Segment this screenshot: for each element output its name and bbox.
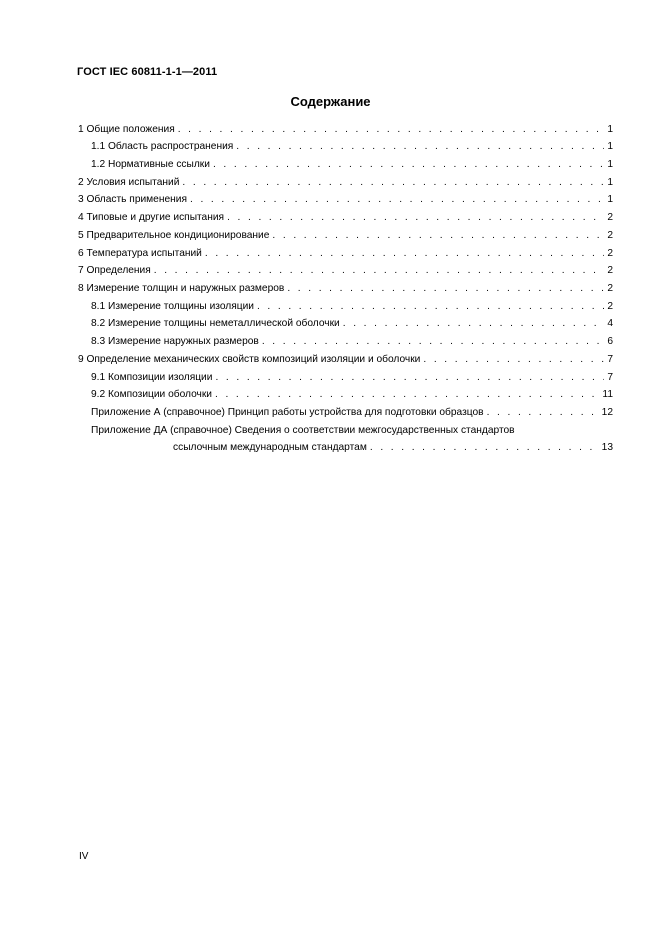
- toc-entry-page: 4: [607, 318, 613, 329]
- toc-leader: [370, 442, 599, 454]
- toc-entry-label: 7 Определения: [78, 265, 151, 276]
- page-title: Содержание: [290, 94, 371, 109]
- toc-entry-page: 12: [601, 407, 613, 418]
- toc-entry-page: 11: [602, 389, 613, 400]
- toc-entry-1-2[interactable]: [91, 159, 613, 172]
- toc-entry-6[interactable]: [78, 248, 613, 261]
- toc-entry-appendix-da-title[interactable]: Приложение ДА (справочное) Сведения о соответствии межгосударственных стандартов: [91, 425, 515, 436]
- page-number: IV: [79, 851, 89, 862]
- toc-leader: [215, 389, 599, 401]
- toc-leader: [262, 336, 604, 348]
- toc-entry-label: 9.2 Композиции оболочки: [91, 389, 212, 400]
- toc-entry-page: 1: [607, 141, 613, 152]
- toc-leader: [215, 372, 604, 384]
- toc-entry-appendix-a[interactable]: [91, 407, 613, 420]
- toc-leader: [236, 141, 604, 153]
- toc-entry-label: 9.1 Композиции изоляции: [91, 372, 213, 383]
- toc-entry-label: 4 Типовые и другие испытания: [78, 212, 225, 223]
- toc-entry-9-1[interactable]: [91, 372, 613, 385]
- toc-entry-page: 2: [607, 301, 613, 312]
- toc-entry-page: 13: [601, 442, 613, 453]
- toc-entry-label: 8.2 Измерение толщины неметаллической оболочки: [91, 318, 340, 329]
- toc-entry-label: Приложение А (справочное) Принцип работы устройства для подготовки образцов: [91, 407, 484, 418]
- toc-entry-3[interactable]: [78, 194, 613, 207]
- toc-entry-label: 9 Определение механических свойств композиций изоляции и оболочки: [78, 354, 421, 365]
- toc-entry-label: 3 Область применения: [78, 194, 187, 205]
- toc-entry-9[interactable]: [78, 354, 613, 367]
- toc-entry-label: 1 Общие положения: [78, 124, 175, 135]
- toc-entry-label: 1.2 Нормативные ссылки: [91, 159, 210, 170]
- toc-entry-8-1[interactable]: [91, 301, 613, 314]
- toc-leader: [257, 301, 604, 313]
- toc-entry-8-3[interactable]: [91, 336, 613, 349]
- toc-entry-label: ссылочным международным стандартам: [173, 442, 367, 453]
- toc-entry-page: 6: [607, 336, 613, 347]
- toc-leader: [423, 354, 604, 366]
- toc-leader: [205, 248, 604, 260]
- toc-entry-page: 7: [607, 354, 613, 365]
- toc-leader: [178, 124, 605, 136]
- toc-entry-label: 5 Предварительное кондиционирование: [78, 230, 270, 241]
- toc-leader: [154, 265, 605, 277]
- toc-entry-page: 2: [607, 265, 613, 276]
- toc-entry-label: 8 Измерение толщин и наружных размеров: [78, 283, 285, 294]
- toc-entry-7[interactable]: [78, 265, 613, 278]
- toc-leader: [272, 230, 604, 242]
- toc-entry-appendix-da[interactable]: [173, 442, 613, 455]
- toc-entry-label: 1.1 Область распространения: [91, 141, 234, 152]
- toc-entry-label: 2 Условия испытаний: [78, 177, 180, 188]
- toc-leader: [227, 212, 604, 224]
- toc-entry-1[interactable]: [78, 124, 613, 137]
- toc-entry-8[interactable]: [78, 283, 613, 296]
- toc-entry-page: 1: [607, 194, 613, 205]
- toc-entry-label: 8.3 Измерение наружных размеров: [91, 336, 259, 347]
- toc-leader: [190, 194, 604, 206]
- toc-entry-label: 6 Температура испытаний: [78, 248, 202, 259]
- toc-entry-1-1[interactable]: [91, 141, 613, 154]
- toc-entry-2[interactable]: [78, 177, 613, 190]
- toc-entry-page: 2: [607, 283, 613, 294]
- toc-entry-4[interactable]: [78, 212, 613, 225]
- document-header: ГОСТ IEC 60811-1-1—2011: [77, 66, 218, 78]
- toc-entry-9-2[interactable]: [91, 389, 613, 402]
- toc-entry-page: 2: [607, 230, 613, 241]
- toc-entry-8-2[interactable]: [91, 318, 613, 331]
- toc-leader: [343, 318, 605, 330]
- toc-leader: [182, 177, 604, 189]
- toc-entry-page: 7: [607, 372, 613, 383]
- toc-entry-page: 2: [607, 248, 613, 259]
- toc-leader: [287, 283, 604, 295]
- toc-entry-page: 2: [607, 212, 613, 223]
- toc-entry-page: 1: [607, 177, 613, 188]
- toc-entry-page: 1: [607, 159, 613, 170]
- toc-leader: [487, 407, 599, 419]
- toc-entry-page: 1: [607, 124, 613, 135]
- toc-leader: [213, 159, 604, 171]
- toc-entry-5[interactable]: [78, 230, 613, 243]
- toc-entry-label: 8.1 Измерение толщины изоляции: [91, 301, 254, 312]
